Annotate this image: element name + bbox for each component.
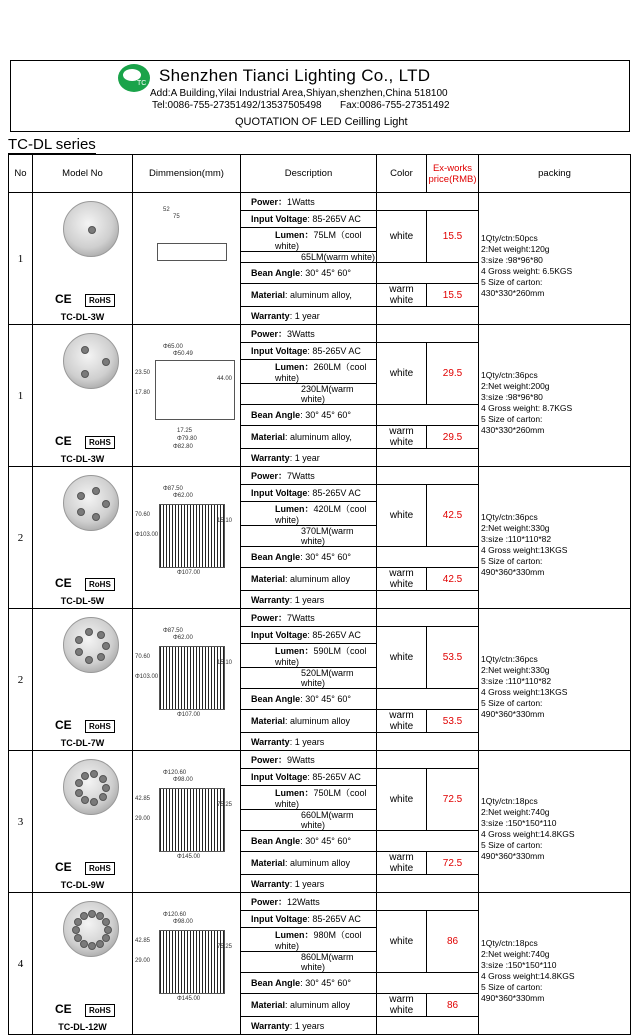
material-spec: Material: aluminum alloy bbox=[241, 568, 377, 591]
spacer-cell bbox=[377, 973, 479, 994]
dimension-label: Φ120.60 bbox=[163, 911, 187, 918]
power-spec: Power：12Watts bbox=[241, 893, 377, 911]
power-spec: Power：1Watts bbox=[241, 193, 377, 211]
dimension-label: 29.00 bbox=[135, 815, 151, 822]
ce-mark: CE bbox=[55, 292, 72, 306]
packing-info bbox=[479, 467, 631, 609]
model-number: TC-DL-12W bbox=[58, 1022, 107, 1032]
product-no-text: 1 bbox=[17, 252, 24, 265]
product-photo bbox=[63, 901, 119, 957]
dimension-label: 70.60 bbox=[135, 511, 151, 518]
dimension-drawing bbox=[133, 609, 241, 751]
packing-line: 4 Gross weight:14.8KGS bbox=[481, 970, 575, 981]
voltage-spec: Input Voltage: 85-265V AC bbox=[241, 626, 377, 644]
led-chip bbox=[88, 910, 96, 918]
color-white: white bbox=[377, 342, 427, 405]
price-white: 86 bbox=[427, 910, 479, 973]
led-chip bbox=[81, 346, 89, 354]
company-logo bbox=[117, 63, 151, 93]
led-chip bbox=[92, 513, 100, 521]
dimension-label: 23.50 bbox=[135, 369, 151, 376]
product-no-text: 3 bbox=[17, 815, 24, 828]
dimension-label: Φ145.00 bbox=[177, 853, 201, 860]
packing-line: 3:size :98*96*80 bbox=[481, 391, 543, 402]
packing-line: 2:Net weight:120g bbox=[481, 243, 550, 254]
led-chip bbox=[81, 796, 89, 804]
product-photo-cell bbox=[33, 609, 133, 751]
ce-mark: CE bbox=[55, 1002, 72, 1016]
packing-info bbox=[479, 751, 631, 893]
led-chip bbox=[75, 636, 83, 644]
led-chip bbox=[97, 653, 105, 661]
product-line bbox=[9, 467, 631, 485]
packing-line: 2:Net weight:330g bbox=[481, 664, 550, 675]
dimension-drawing bbox=[133, 751, 241, 893]
spacer-cell bbox=[377, 831, 479, 852]
material-spec: Material: aluminum alloy, bbox=[241, 426, 377, 449]
packing-line: 3:size :150*150*110 bbox=[481, 817, 557, 828]
spacer-cell bbox=[377, 449, 479, 467]
model-number: TC-DL-3W bbox=[60, 312, 105, 322]
packing-line: 5 Size of carton: bbox=[481, 276, 543, 287]
spacer-cell bbox=[377, 733, 479, 751]
packing-line: 5 Size of carton: bbox=[481, 981, 543, 992]
dimension-label: Φ107.00 bbox=[177, 711, 201, 718]
packing-line: 490*360*330mm bbox=[481, 708, 545, 719]
warranty-spec: Warranty: 1 years bbox=[241, 733, 377, 751]
price-warm: 29.5 bbox=[427, 426, 479, 449]
dimension-label: 29.00 bbox=[135, 957, 151, 964]
dimension-label: 75.25 bbox=[217, 801, 233, 808]
bean-angle: Bean Angle: 30° 45° 60° bbox=[241, 973, 377, 994]
spacer-cell bbox=[377, 875, 479, 893]
power-spec: Power：7Watts bbox=[241, 467, 377, 485]
material-spec: Material: aluminum alloy bbox=[241, 710, 377, 733]
led-chip bbox=[85, 656, 93, 664]
dimension-label: Φ87.50 bbox=[163, 627, 183, 634]
warranty-spec: Warranty: 1 years bbox=[241, 591, 377, 609]
ce-mark: CE bbox=[55, 718, 72, 732]
dimension-label: 42.85 bbox=[135, 937, 151, 944]
led-chip bbox=[90, 770, 98, 778]
led-chip bbox=[85, 628, 93, 636]
company-address: Add:A Building,Yilai Industrial Area,Shiyan,shenzhen,China 518100 bbox=[150, 88, 448, 99]
price-white: 29.5 bbox=[427, 342, 479, 405]
model-number: TC-DL-9W bbox=[60, 880, 105, 890]
led-chip bbox=[77, 492, 85, 500]
product-photo-cell bbox=[33, 751, 133, 893]
dimension-label: 42.85 bbox=[135, 795, 151, 802]
led-chip bbox=[77, 508, 85, 516]
company-name: Shenzhen Tianci Lighting Co., LTD bbox=[159, 66, 431, 85]
color-white: white bbox=[377, 768, 427, 831]
packing-line: 4 Gross weight:13KGS bbox=[481, 544, 568, 555]
packing-line: 4 Gross weight:14.8KGS bbox=[481, 828, 575, 839]
product-photo-cell bbox=[33, 325, 133, 467]
packing-line: 3:size :98*96*80 bbox=[481, 254, 543, 265]
packing-line: 4 Gross weight: 6.5KGS bbox=[481, 265, 573, 276]
dimension-label: 17.25 bbox=[177, 427, 193, 434]
led-chip bbox=[81, 772, 89, 780]
dimension-label: Φ103.00 bbox=[135, 531, 159, 538]
packing-line: 490*360*330mm bbox=[481, 566, 545, 577]
product-photo-cell bbox=[33, 467, 133, 609]
price-warm: 15.5 bbox=[427, 284, 479, 307]
product-photo bbox=[63, 617, 119, 673]
lumen-warm: 520LM(warm white) bbox=[241, 668, 377, 689]
ce-mark: CE bbox=[55, 434, 72, 448]
product-photo bbox=[63, 333, 119, 389]
ce-mark: CE bbox=[55, 576, 72, 590]
product-photo-cell bbox=[33, 893, 133, 1035]
material-spec: Material: aluminum alloy, bbox=[241, 284, 377, 307]
led-chip bbox=[88, 942, 96, 950]
led-chip bbox=[72, 926, 80, 934]
packing-info bbox=[479, 893, 631, 1035]
led-chip bbox=[75, 648, 83, 656]
product-line bbox=[9, 193, 631, 211]
packing-line: 4 Gross weight:13KGS bbox=[481, 686, 568, 697]
drawing-outline bbox=[159, 788, 225, 852]
dimension-label: Φ103.00 bbox=[135, 673, 159, 680]
led-chip bbox=[102, 642, 110, 650]
product-no bbox=[9, 751, 33, 893]
power-spec: Power：7Watts bbox=[241, 609, 377, 627]
color-white: white bbox=[377, 484, 427, 547]
led-chip bbox=[102, 784, 110, 792]
packing-line: 3:size :110*110*82 bbox=[481, 675, 552, 686]
spacer-cell bbox=[377, 307, 479, 325]
dimension-label: 15.10 bbox=[217, 517, 233, 524]
packing-line: 490*360*330mm bbox=[481, 850, 545, 861]
col-color: Color bbox=[377, 155, 427, 193]
spacer-cell bbox=[377, 609, 479, 627]
col-model: Model No bbox=[33, 155, 133, 193]
product-line bbox=[9, 893, 631, 911]
led-chip bbox=[102, 500, 110, 508]
series-title: TC-DL series bbox=[8, 136, 96, 153]
packing-line: 1Qty/ctn:36pcs bbox=[481, 653, 538, 664]
packing-line: 5 Size of carton: bbox=[481, 555, 543, 566]
led-chip bbox=[99, 793, 107, 801]
col-packing: packing bbox=[479, 155, 631, 193]
packing-line: 5 Size of carton: bbox=[481, 839, 543, 850]
color-warm: warm white bbox=[377, 852, 427, 875]
drawing-outline bbox=[159, 646, 225, 710]
spacer-cell bbox=[377, 893, 479, 911]
col-description: Description bbox=[241, 155, 377, 193]
spacer-cell bbox=[377, 689, 479, 710]
price-white: 15.5 bbox=[427, 210, 479, 263]
packing-info bbox=[479, 609, 631, 751]
dimension-label: Φ82.80 bbox=[173, 443, 193, 450]
product-no bbox=[9, 325, 33, 467]
warranty-spec: Warranty: 1 year bbox=[241, 449, 377, 467]
bean-angle: Bean Angle: 30° 45° 60° bbox=[241, 831, 377, 852]
led-chip bbox=[96, 940, 104, 948]
warranty-spec: Warranty: 1 years bbox=[241, 875, 377, 893]
product-no-text: 2 bbox=[17, 673, 24, 686]
product-no bbox=[9, 193, 33, 325]
led-chip bbox=[88, 226, 96, 234]
price-white: 42.5 bbox=[427, 484, 479, 547]
spacer-cell bbox=[377, 467, 479, 485]
led-chip bbox=[80, 940, 88, 948]
packing-line: 1Qty/ctn:36pcs bbox=[481, 369, 538, 380]
bean-angle: Bean Angle: 30° 45° 60° bbox=[241, 547, 377, 568]
color-warm: warm white bbox=[377, 284, 427, 307]
lumen-warm: 230LM(warm white) bbox=[241, 384, 377, 405]
material-spec: Material: aluminum alloy bbox=[241, 994, 377, 1017]
lumen-warm: 65LM(warm white) bbox=[241, 252, 377, 263]
packing-line: 5 Size of carton: bbox=[481, 413, 543, 424]
packing-line: 1Qty/ctn:18pcs bbox=[481, 795, 538, 806]
dimension-label: Φ120.60 bbox=[163, 769, 187, 776]
product-no bbox=[9, 609, 33, 751]
color-warm: warm white bbox=[377, 994, 427, 1017]
led-chip bbox=[90, 798, 98, 806]
col-no: No bbox=[9, 155, 33, 193]
voltage-spec: Input Voltage: 85-265V AC bbox=[241, 342, 377, 360]
led-chip bbox=[104, 926, 112, 934]
model-number: TC-DL-7W bbox=[60, 738, 105, 748]
lumen-cool: Lumen：75LM（cool white) bbox=[241, 228, 377, 252]
table-header-row bbox=[9, 155, 631, 193]
packing-line: 2:Net weight:740g bbox=[481, 806, 550, 817]
packing-line: 2:Net weight:200g bbox=[481, 380, 550, 391]
spacer-cell bbox=[377, 193, 479, 211]
voltage-spec: Input Voltage: 85-265V AC bbox=[241, 768, 377, 786]
dimension-drawing bbox=[133, 193, 241, 325]
price-warm: 72.5 bbox=[427, 852, 479, 875]
warranty-spec: Warranty: 1 year bbox=[241, 307, 377, 325]
product-photo-cell bbox=[33, 193, 133, 325]
dimension-label: 15.10 bbox=[217, 659, 233, 666]
dimension-label: 52 bbox=[163, 206, 170, 213]
spacer-cell bbox=[377, 1017, 479, 1035]
dimension-label: 70.60 bbox=[135, 653, 151, 660]
model-number: TC-DL-3W bbox=[60, 454, 105, 464]
drawing-outline bbox=[155, 360, 235, 420]
color-white: white bbox=[377, 210, 427, 263]
packing-info bbox=[479, 193, 631, 325]
packing-line: 2:Net weight:740g bbox=[481, 948, 550, 959]
product-no-text: 2 bbox=[17, 531, 24, 544]
product-line bbox=[9, 751, 631, 769]
price-warm: 53.5 bbox=[427, 710, 479, 733]
col-price: Ex-works price(RMB) bbox=[427, 155, 479, 193]
product-no-text: 1 bbox=[17, 389, 24, 402]
spacer-cell bbox=[377, 591, 479, 609]
spacer-cell bbox=[377, 405, 479, 426]
packing-line: 490*360*330mm bbox=[481, 992, 545, 1003]
packing-line: 4 Gross weight: 8.7KGS bbox=[481, 402, 573, 413]
packing-line: 5 Size of carton: bbox=[481, 697, 543, 708]
dimension-drawing bbox=[133, 467, 241, 609]
product-no bbox=[9, 893, 33, 1035]
rohs-mark: RoHS bbox=[85, 720, 115, 733]
lumen-cool: Lumen：420LM（cool white) bbox=[241, 502, 377, 526]
lumen-cool: Lumen：590LM（cool white) bbox=[241, 644, 377, 668]
dimension-label: Φ62.00 bbox=[173, 634, 193, 641]
bean-angle: Bean Angle: 30° 45° 60° bbox=[241, 263, 377, 284]
color-white: white bbox=[377, 626, 427, 689]
rohs-mark: RoHS bbox=[85, 436, 115, 449]
rohs-mark: RoHS bbox=[85, 862, 115, 875]
packing-info bbox=[479, 325, 631, 467]
led-chip bbox=[80, 912, 88, 920]
packing-line: 3:size :110*110*82 bbox=[481, 533, 552, 544]
led-chip bbox=[75, 789, 83, 797]
led-chip bbox=[99, 775, 107, 783]
packing-line: 430*330*260mm bbox=[481, 287, 545, 298]
dimension-label: 44.00 bbox=[217, 375, 233, 382]
color-warm: warm white bbox=[377, 710, 427, 733]
drawing-outline bbox=[159, 504, 225, 568]
lumen-cool: Lumen：980M（cool white) bbox=[241, 928, 377, 952]
dimension-label: 75.25 bbox=[217, 943, 233, 950]
product-no-text: 4 bbox=[17, 957, 24, 970]
product-photo bbox=[63, 759, 119, 815]
product-photo bbox=[63, 475, 119, 531]
price-white: 72.5 bbox=[427, 768, 479, 831]
power-spec: Power：9Watts bbox=[241, 751, 377, 769]
color-warm: warm white bbox=[377, 568, 427, 591]
dimension-drawing bbox=[133, 893, 241, 1035]
packing-line: 430*330*260mm bbox=[481, 424, 545, 435]
spacer-cell bbox=[377, 547, 479, 568]
led-chip bbox=[81, 370, 89, 378]
voltage-spec: Input Voltage: 85-265V AC bbox=[241, 910, 377, 928]
product-line bbox=[9, 609, 631, 627]
dimension-label: 75 bbox=[173, 213, 180, 220]
material-spec: Material: aluminum alloy bbox=[241, 852, 377, 875]
packing-line: 1Qty/ctn:50pcs bbox=[481, 232, 538, 243]
lumen-warm: 660LM(warm white) bbox=[241, 810, 377, 831]
product-line bbox=[9, 325, 631, 343]
led-chip bbox=[75, 779, 83, 787]
led-chip bbox=[92, 487, 100, 495]
led-chip bbox=[102, 358, 110, 366]
dimension-label: Φ98.00 bbox=[173, 776, 193, 783]
price-white: 53.5 bbox=[427, 626, 479, 689]
packing-line: 3:size :150*150*110 bbox=[481, 959, 557, 970]
color-warm: warm white bbox=[377, 426, 427, 449]
rohs-mark: RoHS bbox=[85, 294, 115, 307]
price-warm: 86 bbox=[427, 994, 479, 1017]
voltage-spec: Input Voltage: 85-265V AC bbox=[241, 484, 377, 502]
dimension-label: Φ62.00 bbox=[173, 492, 193, 499]
bean-angle: Bean Angle: 30° 45° 60° bbox=[241, 689, 377, 710]
warranty-spec: Warranty: 1 years bbox=[241, 1017, 377, 1035]
packing-line: 2:Net weight:330g bbox=[481, 522, 550, 533]
dimension-label: Φ98.00 bbox=[173, 918, 193, 925]
dimension-label: Φ50.49 bbox=[173, 350, 193, 357]
company-tel: Tel:0086-755-27351492/13537505498 bbox=[152, 100, 322, 111]
product-table bbox=[8, 154, 631, 1035]
col-dimension: Dimmension(mm) bbox=[133, 155, 241, 193]
dimension-label: Φ145.00 bbox=[177, 995, 201, 1002]
led-chip bbox=[102, 918, 110, 926]
bean-angle: Bean Angle: 30° 45° 60° bbox=[241, 405, 377, 426]
model-number: TC-DL-5W bbox=[60, 596, 105, 606]
dimension-drawing bbox=[133, 325, 241, 467]
quotation-title: QUOTATION OF LED Ceilling Light bbox=[235, 116, 408, 128]
svg-text:TC: TC bbox=[137, 80, 147, 87]
price-warm: 42.5 bbox=[427, 568, 479, 591]
drawing-outline bbox=[159, 930, 225, 994]
voltage-spec: Input Voltage: 85-265V AC bbox=[241, 210, 377, 228]
lumen-warm: 860LM(warm white) bbox=[241, 952, 377, 973]
packing-line: 1Qty/ctn:36pcs bbox=[481, 511, 538, 522]
lumen-cool: Lumen：260LM（cool white) bbox=[241, 360, 377, 384]
dimension-label: 17.80 bbox=[135, 389, 151, 396]
dimension-label: Φ79.80 bbox=[177, 435, 197, 442]
spacer-cell bbox=[377, 263, 479, 284]
lumen-warm: 370LM(warm white) bbox=[241, 526, 377, 547]
spacer-cell bbox=[377, 325, 479, 343]
led-chip bbox=[97, 631, 105, 639]
ce-mark: CE bbox=[55, 860, 72, 874]
spacer-cell bbox=[377, 751, 479, 769]
packing-line: 1Qty/ctn:18pcs bbox=[481, 937, 538, 948]
product-photo bbox=[63, 201, 119, 257]
rohs-mark: RoHS bbox=[85, 578, 115, 591]
rohs-mark: RoHS bbox=[85, 1004, 115, 1017]
color-white: white bbox=[377, 910, 427, 973]
dimension-label: Φ107.00 bbox=[177, 569, 201, 576]
dimension-label: Φ65.00 bbox=[163, 343, 183, 350]
company-fax: Fax:0086-755-27351492 bbox=[340, 100, 450, 111]
lumen-cool: Lumen：750LM（cool white) bbox=[241, 786, 377, 810]
product-no bbox=[9, 467, 33, 609]
power-spec: Power：3Watts bbox=[241, 325, 377, 343]
drawing-outline bbox=[157, 243, 227, 261]
dimension-label: Φ87.50 bbox=[163, 485, 183, 492]
